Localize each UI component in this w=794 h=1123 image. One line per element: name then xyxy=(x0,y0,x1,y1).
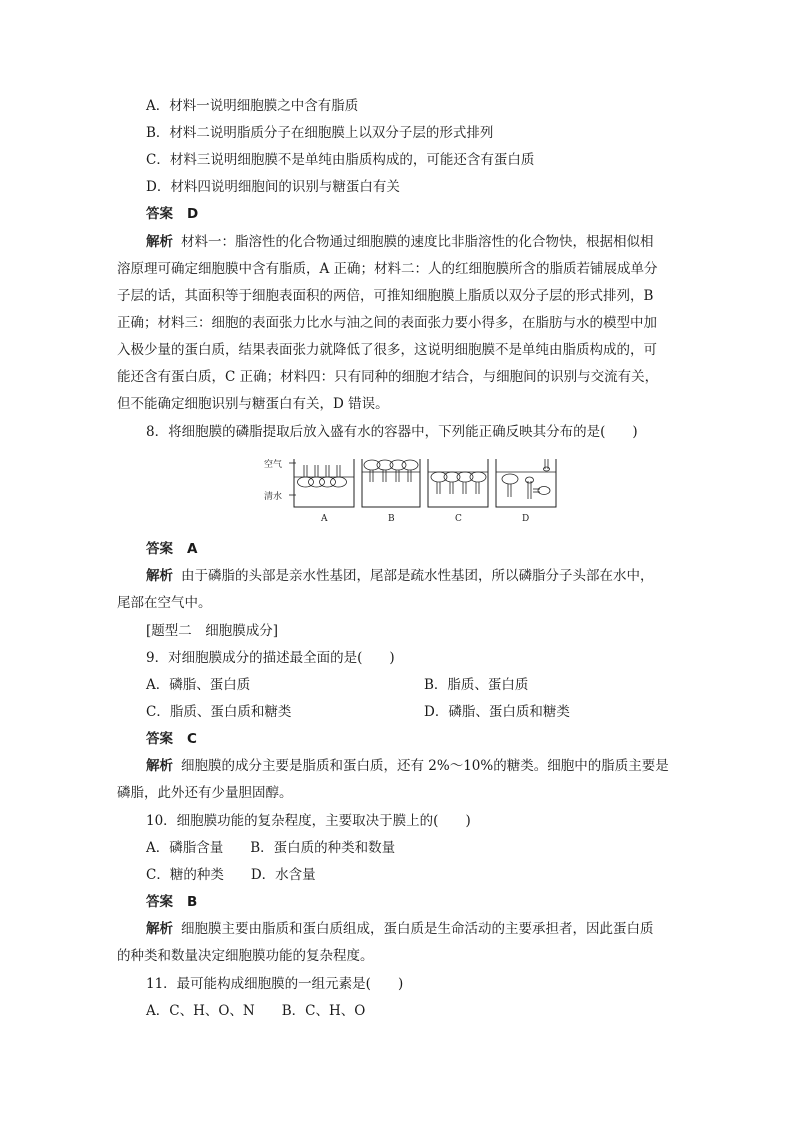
water-label: 清水 xyxy=(264,492,283,502)
q7-explanation-line-2: 溶原理可确定细胞膜中含有脂质，A 正确；材料二：人的红细胞膜所含的脂质若铺展成单分 xyxy=(117,261,658,277)
q11-options-line-1: A．C、H、O、N B．C、H、O xyxy=(146,1003,366,1019)
q8-explanation-line-2: 尾部在空气中。 xyxy=(117,595,212,611)
q7-option-d: D．材料四说明细胞间的识别与糖蛋白有关 xyxy=(146,179,400,195)
beaker-c xyxy=(428,459,488,524)
panel-label-b: B xyxy=(388,514,395,524)
q8-answer-line xyxy=(146,540,197,558)
q7-answer-line xyxy=(146,205,198,223)
q10-explanation-line-1: 解析 细胞膜主要由脂质和蛋白质组成，蛋白质是生命活动的主要承担者，因此蛋白质 xyxy=(146,921,654,937)
q9-option-c: C．脂质、蛋白质和糖类 xyxy=(146,704,292,720)
panel-label-d: D xyxy=(522,514,530,524)
q7-explanation-line-5: 入极少量的蛋白质，结果表面张力就降低了很多，这说明细胞膜不是单纯由脂质构成的，可 xyxy=(117,342,657,358)
q7-option-a: A．材料一说明细胞膜之中含有脂质 xyxy=(146,98,359,114)
explanation-label: 解析 xyxy=(146,921,173,937)
beaker-b xyxy=(362,459,420,524)
q9-option-a: A．磷脂、蛋白质 xyxy=(146,677,251,693)
q10-answer-line xyxy=(146,893,197,911)
panel-label-a: A xyxy=(321,514,328,524)
section-title: [题型二 细胞膜成分] xyxy=(146,623,279,639)
answer-label: 答案 xyxy=(146,541,173,557)
answer-label: 答案 xyxy=(146,894,173,910)
explanation-label: 解析 xyxy=(146,758,173,774)
q7-answer-value: D xyxy=(187,206,199,222)
q9-explanation-line-1: 解析 细胞膜的成分主要是脂质和蛋白质，还有 2%～10%的糖类。细胞中的脂质主要是 xyxy=(146,758,669,774)
q9-explanation-line-2: 磷脂，此外还有少量胆固醇。 xyxy=(117,785,293,801)
panel-label-c: C xyxy=(455,514,462,524)
q7-explanation-line-3: 子层的话，其面积等于细胞表面积的两倍，可推知细胞膜上脂质以双分子层的形式排列，B xyxy=(117,288,654,304)
answer-label: 答案 xyxy=(146,731,173,747)
q7-option-b: B．材料二说明脂质分子在细胞膜上以双分子层的形式排列 xyxy=(146,125,494,141)
q10-options-line-2: C．糖的种类 D．水含量 xyxy=(146,867,316,883)
q8-answer-value: A xyxy=(187,541,198,557)
q10-options-line-1: A．磷脂含量 B．蛋白质的种类和数量 xyxy=(146,840,396,856)
answer-label: 答案 xyxy=(146,206,173,222)
explanation-label: 解析 xyxy=(146,568,173,584)
q7-explanation-line-7: 但不能确定细胞识别与糖蛋白有关，D 错误。 xyxy=(117,396,389,412)
q8-explanation-line-1: 解析 由于磷脂的头部是亲水性基团，尾部是疏水性基团，所以磷脂分子头部在水中， xyxy=(146,568,654,584)
q9-option-d: D．磷脂、蛋白质和糖类 xyxy=(424,704,570,720)
q7-explanation-line-6: 能还含有蛋白质，C 正确；材料四：只有同种的细胞才结合，与细胞间的识别与交流有关， xyxy=(117,369,659,385)
q11-stem: 11．最可能构成细胞膜的一组元素是( ) xyxy=(146,976,404,992)
q8-stem: 8．将细胞膜的磷脂提取后放入盛有水的容器中，下列能正确反映其分布的是( ) xyxy=(146,424,638,440)
q10-answer-value: B xyxy=(187,894,198,910)
q7-option-c: C．材料三说明细胞膜不是单纯由脂质构成的，可能还含有蛋白质 xyxy=(146,152,535,168)
q9-stem: 9．对细胞膜成分的描述最全面的是( ) xyxy=(146,650,395,666)
q8-phospholipid-figure xyxy=(262,455,562,530)
q10-stem: 10．细胞膜功能的复杂程度，主要取决于膜上的( ) xyxy=(146,813,471,829)
q7-explanation-line-1: 解析 材料一：脂溶性的化合物通过细胞膜的速度比非脂溶性的化合物快，根据相似相 xyxy=(146,234,654,250)
q9-answer-line xyxy=(146,730,197,748)
beaker-d xyxy=(496,459,556,524)
explanation-label: 解析 xyxy=(146,234,173,250)
q8-figure-svg xyxy=(262,455,562,530)
q9-option-b: B．脂质、蛋白质 xyxy=(424,677,529,693)
q7-explanation-line-4: 正确；材料三：细胞的表面张力比水与油之间的表面张力要小得多，在脂肪与水的模型中加 xyxy=(117,315,657,331)
beaker-a xyxy=(294,459,354,524)
q9-answer-value: C xyxy=(187,731,197,747)
air-label: 空气 xyxy=(264,460,283,470)
q10-explanation-line-2: 的种类和数量决定细胞膜功能的复杂程度。 xyxy=(117,948,374,964)
